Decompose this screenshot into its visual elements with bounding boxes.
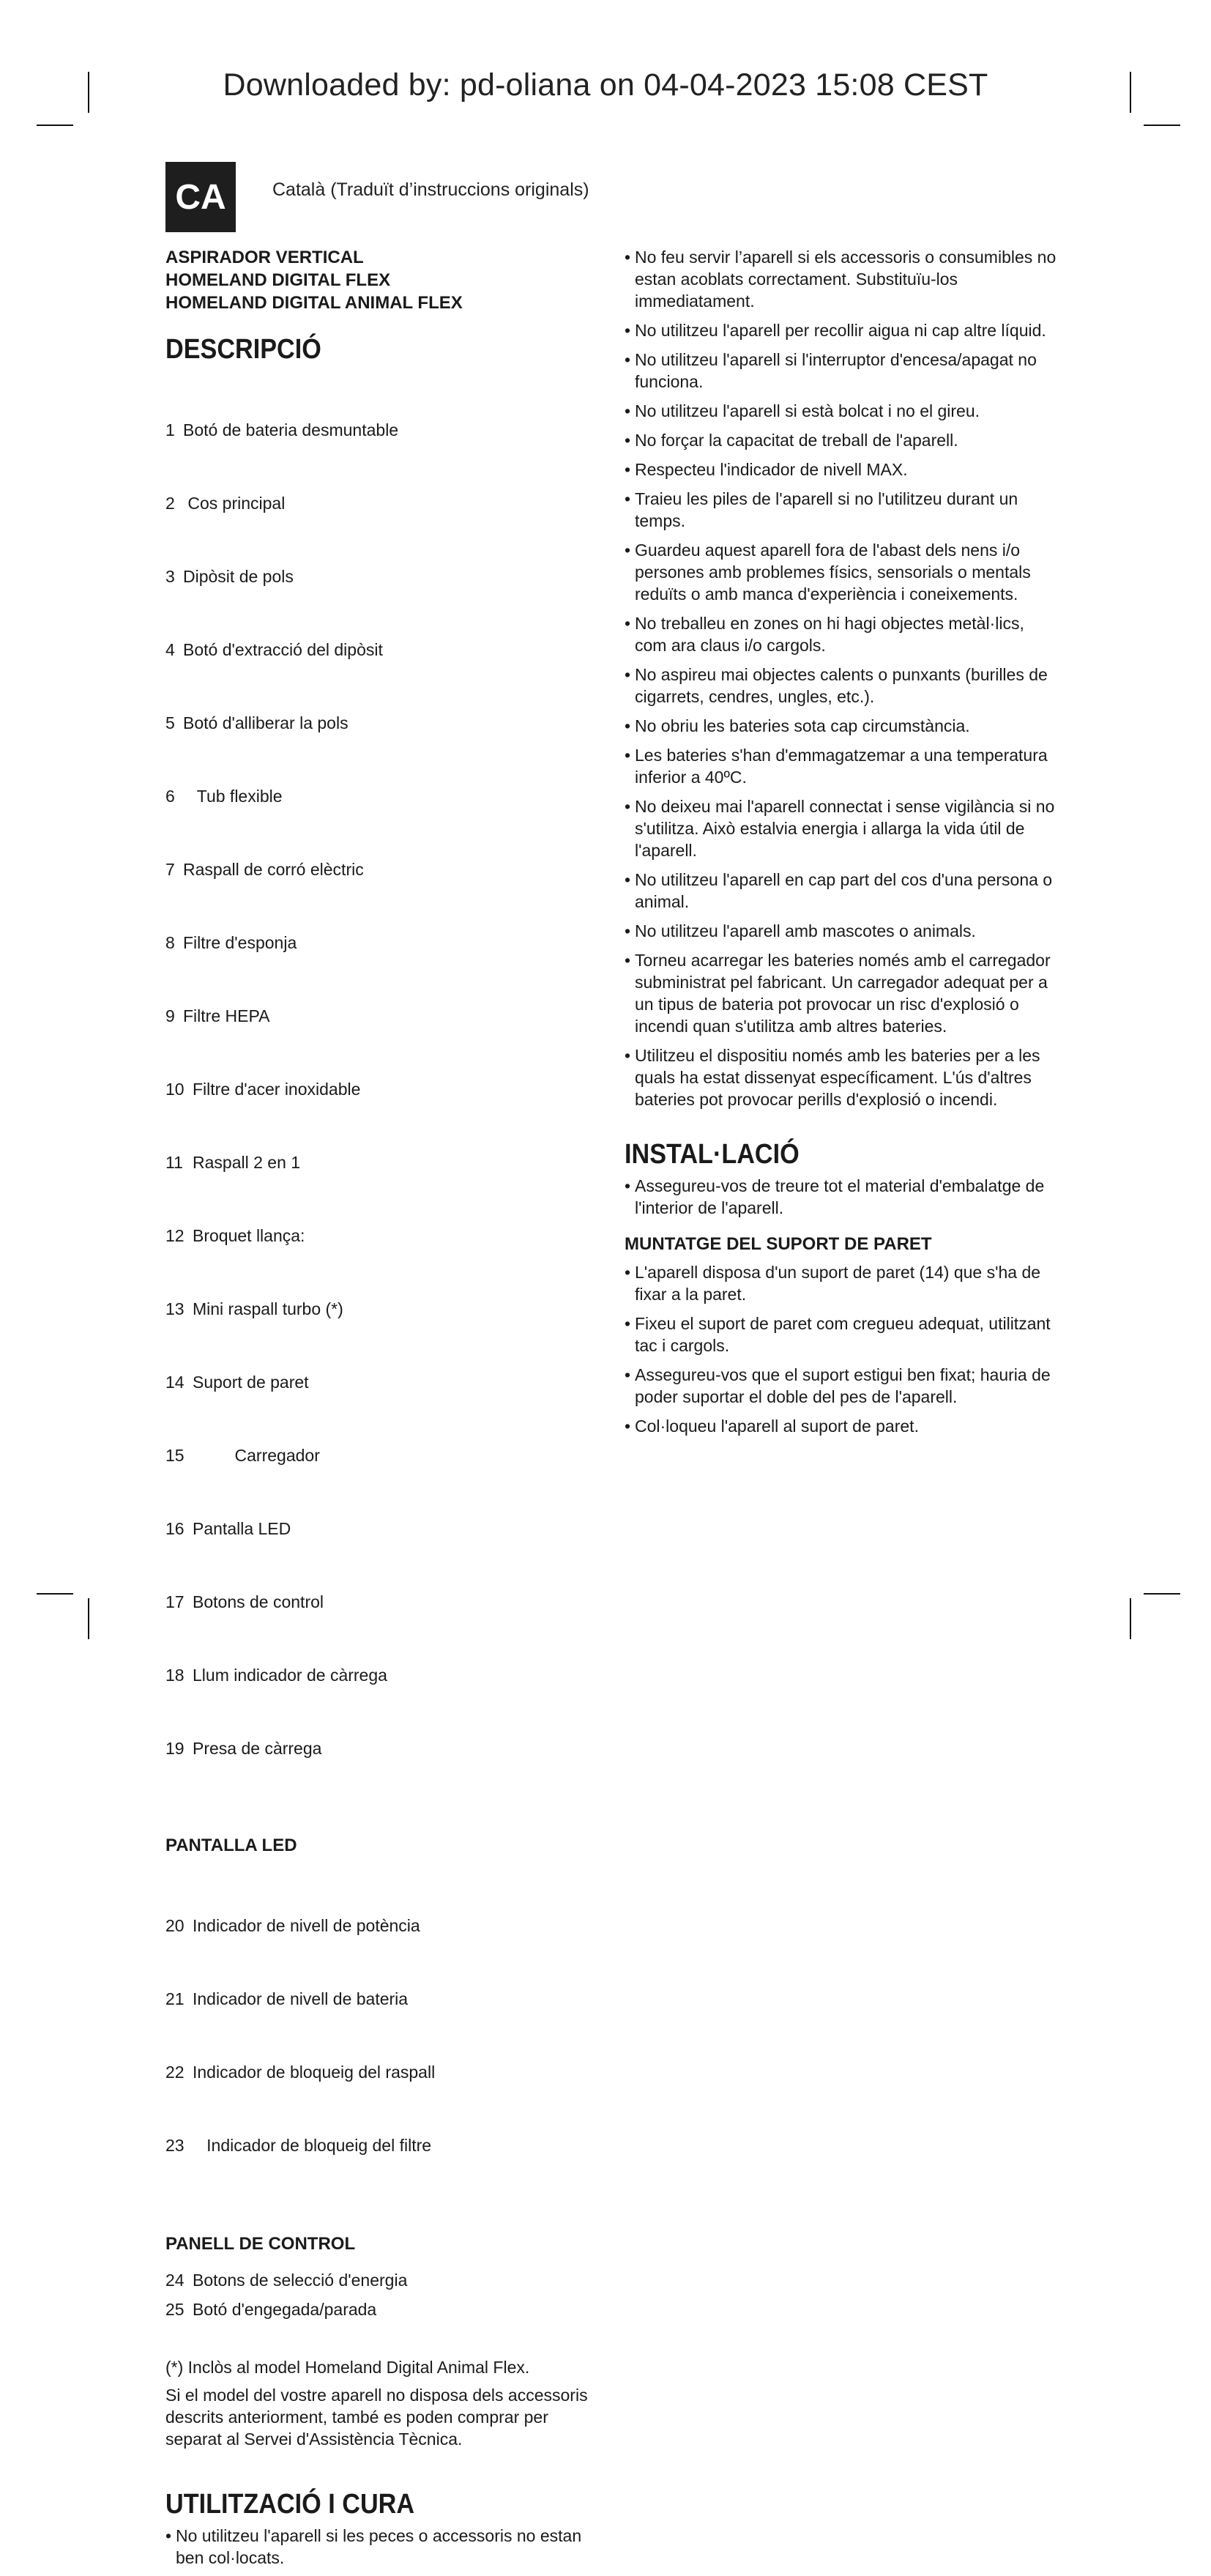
included-note: (*) Inclòs al model Homeland Digital Animal Flex.: [165, 2358, 530, 2377]
crop-mark-bottom-left-h: [37, 1593, 73, 1595]
description-title: DESCRIPCIÓ: [165, 334, 321, 365]
list-item: • No deixeu mai l'aparell connectat i sense vigilància si no s'utilitza. Això estalvia energia i allarga la vida útil de l'aparell.: [625, 795, 1057, 861]
list-item: 18 Llum indicador de càrrega: [165, 1666, 387, 1685]
crop-mark-bottom-right-h: [1144, 1593, 1180, 1595]
list-item: • Fixeu el suport de paret com cregueu adequat, utilitzant tac i cargols.: [625, 1313, 1057, 1356]
wall-mount-bullets: [625, 1261, 1057, 1437]
led-display-list: [165, 1867, 605, 2204]
download-banner: Downloaded by: pd-oliana on 04-04-2023 15:08 CEST: [223, 67, 988, 103]
installation-title: INSTAL·LACIÓ: [625, 1139, 800, 1170]
list-item: 5 Botó d'alliberar la pols: [165, 713, 349, 732]
control-panel-title: PANELL DE CONTROL: [165, 2234, 356, 2254]
wall-mount-title: MUNTATGE DEL SUPORT DE PARET: [625, 1234, 932, 1254]
description-list: [165, 371, 605, 1807]
list-item: 3 Dipòsit de pols: [165, 567, 294, 586]
accessories-note: Si el model del vostre aparell no disposa dels accessoris descrits anteriorment, també es poden comprar per separat al Servei d'Assistència Tècnica.: [165, 2386, 588, 2449]
crop-mark-bottom-left: [88, 1598, 89, 1639]
crop-mark-bottom-right: [1130, 1598, 1131, 1639]
list-item: 17 Botons de control: [165, 1592, 324, 1611]
list-item: • No feu servir l’aparell si els accessoris o consumibles no estan acoblats correctament. Substituïu-los immediatament.: [625, 246, 1057, 312]
list-item: • No forçar la capacitat de treball de l'aparell.: [625, 429, 1057, 451]
list-item: 11 Raspall 2 en 1: [165, 1153, 301, 1172]
model-line: HOMELAND DIGITAL ANIMAL FLEX: [165, 293, 463, 313]
list-item: 13 Mini raspall turbo (*): [165, 1299, 343, 1318]
list-item: 4 Botó d'extracció del dipòsit: [165, 640, 383, 659]
list-item: 8 Filtre d'esponja: [165, 933, 297, 952]
list-item: • Col·loqueu l'aparell al suport de paret.: [625, 1415, 1057, 1437]
left-column: [165, 246, 605, 2576]
list-item: 22 Indicador de bloqueig del raspall: [165, 2063, 436, 2082]
list-item: • Torneu acarregar les bateries només amb el carregador subministrat pel fabricant. Un carregador adequat per a un tipus de bateria pot provocar un risc d'explosió o incendi quan s'utilitza amb altres bateries.: [625, 949, 1057, 1037]
list-item: • No utilitzeu l'aparell en cap part del cos d'una persona o animal.: [625, 869, 1057, 913]
list-item: 21 Indicador de nivell de bateria: [165, 1989, 409, 2008]
list-item: 6 Tub flexible: [165, 787, 283, 806]
list-item: 19 Presa de càrrega: [165, 1739, 322, 1758]
led-display-title: PANTALLA LED: [165, 1836, 297, 1855]
list-item: • Assegureu-vos de treure tot el material d'embalatge de l'interior de l'aparell.: [625, 1175, 1057, 1219]
list-item: • No utilitzeu l'aparell si l'interruptor d'encesa/apagat no funciona.: [625, 349, 1057, 393]
usage-left-bullets: [165, 2525, 590, 2569]
usage-right-bullets: [625, 246, 1057, 1110]
list-item: 1 Botó de bateria desmuntable: [165, 420, 399, 439]
list-item: 25 Botó d'engegada/parada: [165, 2300, 377, 2319]
list-item: • No aspireu mai objectes calents o punxants (burilles de cigarrets, cendres, ungles, etc.).: [625, 664, 1057, 708]
crop-mark-top-right-h: [1144, 125, 1180, 126]
language-title: Català (Traduït d’instruccions originals): [272, 179, 589, 200]
list-item: • No obriu les bateries sota cap circumstància.: [625, 715, 1057, 737]
model-line: ASPIRADOR VERTICAL: [165, 248, 364, 267]
list-item: 2 Cos principal: [165, 494, 286, 513]
list-item: • No utilitzeu l'aparell si les peces o accessoris no estan ben col·locats.: [165, 2525, 590, 2569]
model-list: [165, 246, 605, 314]
list-item: • Assegureu-vos que el suport estigui ben fixat; hauria de poder suportar el doble del pes de l'aparell.: [625, 1364, 1057, 1408]
list-item: 10 Filtre d'acer inoxidable: [165, 1080, 361, 1099]
model-line: HOMELAND DIGITAL FLEX: [165, 270, 391, 290]
list-item: 9 Filtre HEPA: [165, 1006, 270, 1025]
list-item: 12 Broquet llança:: [165, 1226, 305, 1245]
installation-bullets: [625, 1175, 1057, 1219]
right-column: [625, 246, 1057, 1444]
list-item: 7 Raspall de corró elèctric: [165, 860, 364, 879]
list-item: • Les bateries s'han d'emmagatzemar a una temperatura inferior a 40ºC.: [625, 744, 1057, 788]
list-item: • No treballeu en zones on hi hagi objectes metàl·lics, com ara claus i/o cargols.: [625, 612, 1057, 656]
list-item: 23 Indicador de bloqueig del filtre: [165, 2136, 432, 2155]
list-item: 24 Botons de selecció d'energia: [165, 2271, 408, 2290]
list-item: 20 Indicador de nivell de potència: [165, 1916, 420, 1935]
list-item: 15 Carregador: [165, 1446, 320, 1465]
list-item: • No utilitzeu l'aparell amb mascotes o animals.: [625, 920, 1057, 942]
language-badge: CA: [165, 162, 236, 232]
control-panel-list: [165, 2265, 605, 2324]
list-item: • Guardeu aquest aparell fora de l'abast dels nens i/o persones amb problemes físics, sensorials o mentals reduïts o amb manca d'experiència i coneixements.: [625, 539, 1057, 605]
list-item: • Utilitzeu el dispositiu només amb les bateries per a les quals ha estat dissenyat específicament. L'ús d'altres bateries pot provocar perills d'explosió o incendi.: [625, 1044, 1057, 1110]
list-item: • Traieu les piles de l'aparell si no l'utilitzeu durant un temps.: [625, 488, 1057, 532]
list-item: • Respecteu l'indicador de nivell MAX.: [625, 459, 1057, 480]
list-item: 16 Pantalla LED: [165, 1519, 291, 1538]
list-item: 14 Suport de paret: [165, 1373, 309, 1392]
crop-mark-top-left-h: [37, 125, 73, 126]
list-item: • No utilitzeu l'aparell si està bolcat i no el gireu.: [625, 400, 1057, 422]
usage-title: UTILITZACIÓ I CURA: [165, 2489, 415, 2520]
list-item: • L'aparell disposa d'un suport de paret (14) que s'ha de fixar a la paret.: [625, 1261, 1057, 1305]
list-item: • No utilitzeu l'aparell per recollir aigua ni cap altre líquid.: [625, 319, 1057, 341]
